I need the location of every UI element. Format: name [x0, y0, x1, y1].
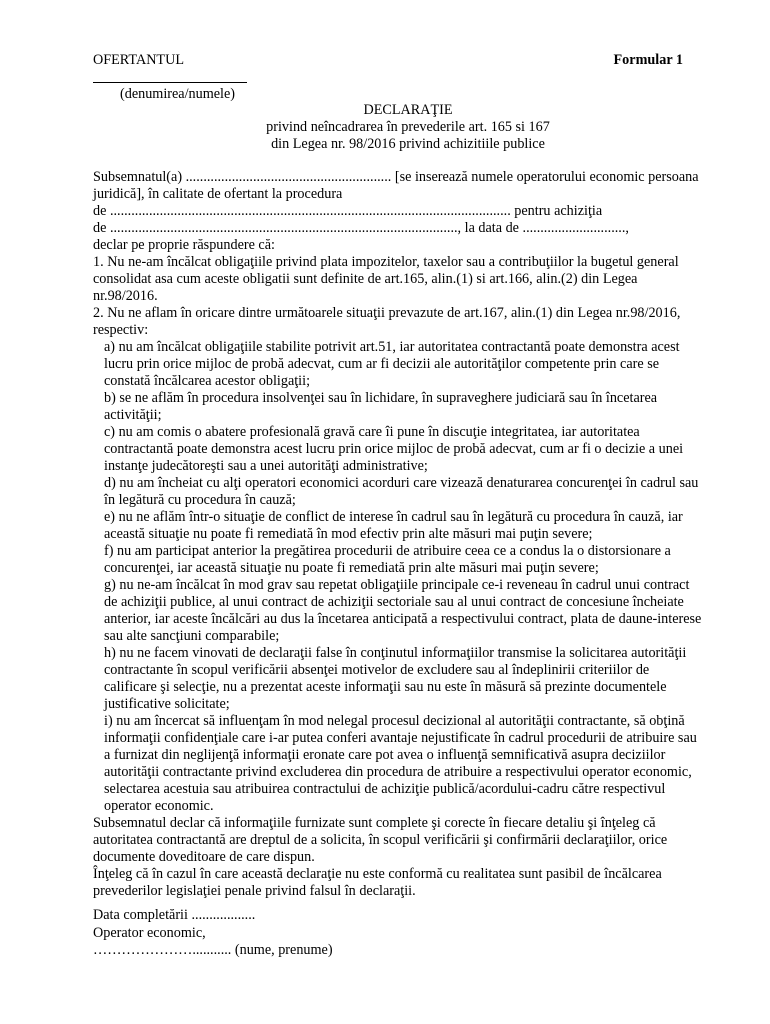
- economic-operator-label: Operator economic,: [93, 924, 206, 941]
- declaration-subtitle-2: din Legea nr. 98/2016 privind achizitiile publice: [271, 136, 545, 152]
- declaration-body: [93, 169, 703, 900]
- paragraph-item-2: 2. Nu ne aflam în oricare dintre următoarele situaţii prevazute de art.167, alin.(1) din Legea nr.98/2016, respectiv:: [93, 305, 681, 338]
- clause-g: g) nu ne-am încălcat în mod grav sau repetat obligaţiile principale ce-i reveneau în cadrul unui contract de achiziţii publice, al unui contract de achiziţii sectoriale sau al unui contract de concesiune încheiate anterior, iar aceste încălcări au dus la încetarea anticipată a respectivului contract, plata de daune-interese sau alte sancţiuni comparabile;: [104, 577, 702, 644]
- paragraph-date: de .................................................................................................., la data de .............................,: [93, 220, 629, 236]
- paragraph-liability: Înţeleg că în cazul în care această declaraţie nu este conformă cu realitatea sunt pasibil de încălcarea prevederilor legislaţiei penale privind falsul în declaraţii.: [93, 866, 662, 899]
- form-number: Formular 1: [613, 52, 683, 68]
- clause-b: b) se ne aflăm în procedura insolvenţei sau în lichidare, în supraveghere judiciară sau în încetarea activităţii;: [104, 390, 658, 423]
- declaration-subtitle-1: privind neîncadrarea în prevederile art. 165 si 167: [266, 119, 550, 135]
- paragraph-item-1: 1. Nu ne-am încălcat obligaţiile privind plata impozitelor, taxelor sau a contribuţiilor la bugetul general consolidat asa cum aceste obligatii sunt definite de art.165, alin.(1) si art.166, alin.(2) din Legea nr.98/2016.: [93, 254, 679, 304]
- paragraph-confirmation: Subsemnatul declar că informaţiile furnizate sunt complete şi corecte în fiecare detaliu şi înţeleg că autoritatea contractantă are dreptul de a solicita, în scopul verificării şi confirmării declaraţiilor, orice documente doveditoare de care dispun.: [93, 815, 668, 865]
- clause-c: c) nu am comis o abatere profesională gravă care îi pune în discuţie integritatea, iar autoritatea contractantă poate demonstra acest lucru prin orice mijloc de probă adecvat, cum ar fi o decizie a unei instanţe judecătoreşti sau a unei autorităţi administrative;: [104, 424, 684, 474]
- signatory-name: …………………........... (nume, prenume): [93, 942, 333, 958]
- clause-f: f) nu am participat anterior la pregătirea procedurii de atribuire ceea ce a condus la o distorsionare a concurenţei, iar această situaţie nu poate fi remediată prin alte măsuri mai puţin severe;: [104, 543, 671, 576]
- signature-block: [93, 907, 333, 960]
- name-line: [93, 82, 247, 83]
- paragraph-undersigned: Subsemnatul(a) .......................................................... [se inserează numele operatorului economic persoana juridică], în calitate de ofertant la procedura: [93, 169, 699, 202]
- paragraph-declare: declar pe proprie răspundere că:: [93, 237, 275, 253]
- clause-i: i) nu am încercat să influenţam în mod nelegal procesul decizional al autorităţii contractante, să obţină informaţii confidenţiale care i-ar putea conferi avantaje nejustificate în cadrul procedurii de atribuire sau a furnizat din neglijenţă informaţii eronate care pot avea o influenţă semnificativă asupra deciziilor autorităţii contractante privind excluderea din procedura de atribuire a respectivului operator economic, selectarea acestuia sau atribuirea contractului de achiziţie publică/acordului-cadru către respectivul operator economic.: [104, 713, 697, 814]
- clause-d: d) nu am încheiat cu alţi operatori economici acorduri care vizează denaturarea concurenţei în cadrul sau în legătură cu procedura în cauză;: [104, 475, 699, 508]
- clause-e: e) nu ne aflăm într-o situaţie de conflict de interese în cadrul sau în legătură cu procedura în cauză, iar această situaţie nu poate fi remediată în mod efectiv prin alte măsuri mai puţin severe;: [104, 509, 683, 542]
- name-caption: (denumirea/numele): [120, 86, 236, 102]
- clause-h: h) nu ne facem vinovati de declaraţii false în conţinutul informaţiilor transmise la solicitarea autorităţii contractante în scopul verificării absenţei motivelor de excludere sau al îndeplinirii criteriilor de calificare şi selecţie, nu a prezentat aceste informaţii sau nu este în măsură să prezinte documentele justificative solicitate;: [104, 645, 687, 712]
- bidder-label: OFERTANTUL: [93, 52, 185, 68]
- clause-a: a) nu am încălcat obligaţiile stabilite potrivit art.51, iar autoritatea contractantă poate demonstra acest lucru prin orice mijloc de probă adecvat, cum ar fi decizii ale autorităţilor competente prin care se constată încălcarea acestor obligaţii;: [104, 339, 680, 389]
- paragraph-procedure: de ................................................................................................................. pentru achiziţia: [93, 203, 603, 219]
- declaration-title: DECLARAŢIE: [363, 102, 453, 118]
- completion-date: Data completării ..................: [93, 907, 256, 923]
